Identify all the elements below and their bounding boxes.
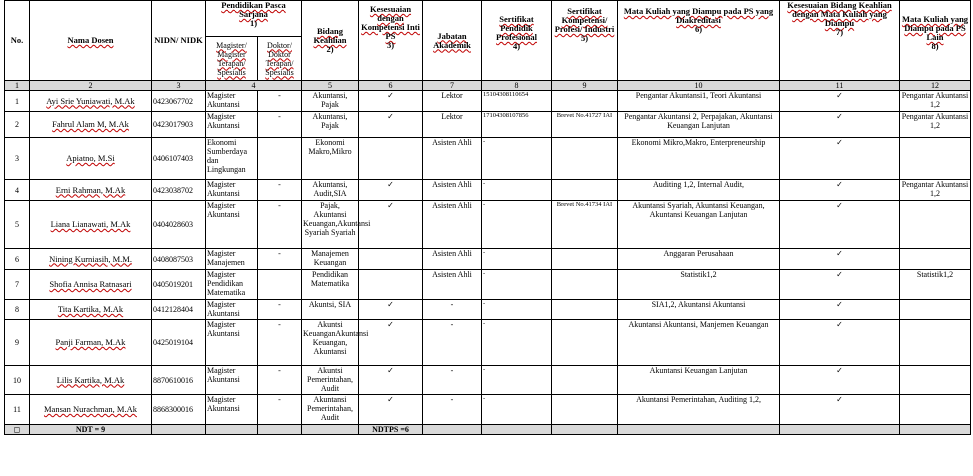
cell-kesesuaian xyxy=(359,270,423,300)
footer-empty xyxy=(258,425,302,435)
cell-nidn: 0408087503 xyxy=(152,249,206,270)
cell-kesesuaian xyxy=(359,249,423,270)
column-number: 5 xyxy=(302,81,359,91)
cell-mk-ps-lain xyxy=(900,138,971,180)
cell-jabatan: Asisten Ahli xyxy=(423,249,482,270)
cell-mk-ps-lain: Pengantar Akuntansi 1,2 xyxy=(900,91,971,112)
column-number: 3 xyxy=(152,81,206,91)
cell-doktor: - xyxy=(258,112,302,138)
cell-kesesuaian: ✓ xyxy=(359,320,423,366)
cell-kesesuaian-mk: ✓ xyxy=(780,395,900,425)
cell-mk-ps-lain xyxy=(900,300,971,320)
column-number: 7 xyxy=(423,81,482,91)
cell-sertifikat-pendidik: 15104308110654 xyxy=(482,91,552,112)
cell-kesesuaian-mk: ✓ xyxy=(780,201,900,249)
column-number-row xyxy=(5,81,971,91)
column-number: 10 xyxy=(618,81,780,91)
cell-no: 7 xyxy=(5,270,30,300)
header-sertifikat-kompetensi: Sertifikat Kompetensi/ Profesi/ Industri 5) xyxy=(552,1,618,81)
footer-empty xyxy=(900,425,971,435)
cell-doktor: - xyxy=(258,300,302,320)
cell-mk-ps-lain xyxy=(900,395,971,425)
column-number: 8 xyxy=(482,81,552,91)
cell-nidn: 0406107403 xyxy=(152,138,206,180)
column-number: 9 xyxy=(552,81,618,91)
cell-bidang-keahlian: Pendidikan Matematika xyxy=(302,270,359,300)
footer-marker: ◻ xyxy=(5,425,30,435)
footer-ndtps: NDTPS =6 xyxy=(359,425,423,435)
cell-kesesuaian: ✓ xyxy=(359,91,423,112)
footer-ndt: NDT = 9 xyxy=(30,425,152,435)
cell-doktor: - xyxy=(258,366,302,395)
footer-empty xyxy=(780,425,900,435)
cell-doktor: - xyxy=(258,395,302,425)
cell-kesesuaian xyxy=(359,138,423,180)
cell-mk-diakreditasi: Ekonomi Mikro,Makro, Enterpreneurship xyxy=(618,138,780,180)
cell-sertifikat-pendidik: - xyxy=(482,138,552,180)
cell-no: 6 xyxy=(5,249,30,270)
cell-jabatan: - xyxy=(423,320,482,366)
header-mk-diakreditasi: Mata Kuliah yang Diampu pada PS yang Diakreditasi 6) xyxy=(618,1,780,81)
cell-jabatan: Lektor xyxy=(423,112,482,138)
cell-nama-dosen: Liana Lianawati, M.Ak xyxy=(30,201,152,249)
cell-magister: Magister Manajemen xyxy=(206,249,258,270)
cell-mk-diakreditasi: Statistik1,2 xyxy=(618,270,780,300)
cell-kesesuaian-mk: ✓ xyxy=(780,366,900,395)
cell-mk-diakreditasi: Akuntansi Syariah, Akuntansi Keuangan, Akuntansi Keuangan Lanjutan xyxy=(618,201,780,249)
cell-kesesuaian-mk: ✓ xyxy=(780,112,900,138)
cell-doktor: - xyxy=(258,91,302,112)
cell-sertifikat-kompetensi xyxy=(552,320,618,366)
cell-sertifikat-kompetensi xyxy=(552,270,618,300)
cell-sertifikat-kompetensi xyxy=(552,138,618,180)
cell-bidang-keahlian: Akuntsi Pemerintahan, Audit xyxy=(302,366,359,395)
cell-kesesuaian-mk: ✓ xyxy=(780,249,900,270)
cell-jabatan: Lektor xyxy=(423,91,482,112)
cell-jabatan: - xyxy=(423,395,482,425)
cell-bidang-keahlian: Akuntsi KeuanganAkuntansi Keuangan, Akuntansi xyxy=(302,320,359,366)
cell-kesesuaian: ✓ xyxy=(359,366,423,395)
cell-bidang-keahlian: Manajemen Keuangan xyxy=(302,249,359,270)
cell-kesesuaian-mk: ✓ xyxy=(780,138,900,180)
cell-mk-diakreditasi: Auditing 1,2, Internal Audit, xyxy=(618,180,780,201)
cell-jabatan: Asisten Ahli xyxy=(423,138,482,180)
header-bidang-keahlian: Bidang Keahlian 2) xyxy=(302,1,359,81)
footer-empty xyxy=(206,425,258,435)
cell-jabatan: - xyxy=(423,300,482,320)
column-number: 6 xyxy=(359,81,423,91)
cell-kesesuaian: ✓ xyxy=(359,395,423,425)
cell-kesesuaian: ✓ xyxy=(359,201,423,249)
cell-nama-dosen: Mansan Nurachman, M.Ak xyxy=(30,395,152,425)
cell-bidang-keahlian: Akuntansi, Pajak xyxy=(302,112,359,138)
cell-mk-diakreditasi: Akuntansi Pemerintahan, Auditing 1,2, xyxy=(618,395,780,425)
cell-mk-ps-lain xyxy=(900,366,971,395)
cell-no: 5 xyxy=(5,201,30,249)
header-magister: Magister/ Magister Terapan/ Spesialis xyxy=(206,37,258,81)
cell-kesesuaian: ✓ xyxy=(359,112,423,138)
cell-nama-dosen: Tita Kartika, M.Ak xyxy=(30,300,152,320)
cell-mk-ps-lain: Pengantar Akuntansi 1,2 xyxy=(900,180,971,201)
cell-kesesuaian: ✓ xyxy=(359,180,423,201)
cell-kesesuaian-mk: ✓ xyxy=(780,180,900,201)
cell-nama-dosen: Apiatno, M.Si xyxy=(30,138,152,180)
cell-nama-dosen: Lilis Kartika, M.Ak xyxy=(30,366,152,395)
header-kesesuaian-mk: Kesesuaian Bidang Keahlian dengan Mata Kuliah yang Diampu 7) xyxy=(780,1,900,81)
cell-sertifikat-pendidik: 17104308107856 xyxy=(482,112,552,138)
cell-nama-dosen: Fahrul Alam M, M.Ak xyxy=(30,112,152,138)
cell-mk-diakreditasi: Pengantar Akuntansi1, Teori Akuntansi xyxy=(618,91,780,112)
cell-bidang-keahlian: Akuntansi Pemerintahan, Audit xyxy=(302,395,359,425)
cell-nama-dosen: Nining Kurniasih, M.M. xyxy=(30,249,152,270)
cell-magister: Magister Akuntansi xyxy=(206,320,258,366)
cell-magister: Magister Akuntansi xyxy=(206,91,258,112)
header-nidn: NIDN/ NIDK xyxy=(152,1,206,81)
cell-doktor: - xyxy=(258,180,302,201)
cell-mk-ps-lain xyxy=(900,201,971,249)
cell-sertifikat-pendidik: - xyxy=(482,201,552,249)
cell-nidn: 0404028603 xyxy=(152,201,206,249)
cell-nama-dosen: Panji Farman, M.Ak xyxy=(30,320,152,366)
header-row-top xyxy=(5,1,971,37)
cell-doktor: - xyxy=(258,201,302,249)
footer-row xyxy=(5,425,971,435)
header-nama-dosen: Nama Dosen xyxy=(30,1,152,81)
cell-no: 2 xyxy=(5,112,30,138)
cell-kesesuaian-mk: ✓ xyxy=(780,270,900,300)
cell-nidn: 0412128404 xyxy=(152,300,206,320)
table-row xyxy=(5,180,971,201)
cell-sertifikat-kompetensi xyxy=(552,91,618,112)
cell-nama-dosen: Ayi Srie Yuniawati, M.Ak xyxy=(30,91,152,112)
cell-bidang-keahlian: Akuntansi, Pajak xyxy=(302,91,359,112)
cell-mk-diakreditasi: Akuntansi Keuangan Lanjutan xyxy=(618,366,780,395)
cell-doktor: - xyxy=(258,320,302,366)
cell-jabatan: Asisten Ahli xyxy=(423,180,482,201)
cell-no: 11 xyxy=(5,395,30,425)
table-row xyxy=(5,300,971,320)
cell-sertifikat-pendidik: - xyxy=(482,249,552,270)
cell-no: 9 xyxy=(5,320,30,366)
cell-no: 10 xyxy=(5,366,30,395)
table-row xyxy=(5,366,971,395)
cell-magister: Magister Pendidikan Matematika xyxy=(206,270,258,300)
column-number: 12 xyxy=(900,81,971,91)
cell-magister: Magister Akuntansi xyxy=(206,180,258,201)
cell-sertifikat-pendidik: - xyxy=(482,270,552,300)
footer-empty xyxy=(618,425,780,435)
cell-nama-dosen: Shofia Annisa Ratnasari xyxy=(30,270,152,300)
table-row xyxy=(5,320,971,366)
table-row xyxy=(5,138,971,180)
cell-magister: Magister Akuntansi xyxy=(206,112,258,138)
cell-no: 4 xyxy=(5,180,30,201)
cell-magister: Magister Akuntansi xyxy=(206,395,258,425)
cell-sertifikat-kompetensi xyxy=(552,249,618,270)
cell-mk-ps-lain xyxy=(900,249,971,270)
header-doktor: Doktor/ Doktor Terapan/ Spesialis xyxy=(258,37,302,81)
cell-nidn: 0423067702 xyxy=(152,91,206,112)
cell-no: 1 xyxy=(5,91,30,112)
cell-nidn: 0423038702 xyxy=(152,180,206,201)
cell-bidang-keahlian: Pajak, Akuntansi Keuangan,Akuntansi Syariah Syariah xyxy=(302,201,359,249)
table-row xyxy=(5,201,971,249)
cell-doktor xyxy=(258,270,302,300)
column-number: 2 xyxy=(30,81,152,91)
cell-sertifikat-kompetensi xyxy=(552,395,618,425)
cell-mk-diakreditasi: Akuntansi Akuntansi, Manjemen Keuangan xyxy=(618,320,780,366)
table-row xyxy=(5,91,971,112)
cell-kesesuaian-mk: ✓ xyxy=(780,320,900,366)
header-pendidikan: Pendidikan Pasca Sarjana 1) xyxy=(206,1,302,37)
cell-kesesuaian: ✓ xyxy=(359,300,423,320)
cell-mk-diakreditasi: SIA1,2, Akuntansi Akuntansi xyxy=(618,300,780,320)
header-mk-ps-lain: Mata Kuliah yang Diampu pada PS Lain 8) xyxy=(900,1,971,81)
cell-sertifikat-kompetensi xyxy=(552,366,618,395)
cell-sertifikat-pendidik: - xyxy=(482,300,552,320)
cell-mk-ps-lain: Statistik1,2 xyxy=(900,270,971,300)
cell-no: 8 xyxy=(5,300,30,320)
cell-sertifikat-pendidik: - xyxy=(482,320,552,366)
cell-bidang-keahlian: Akuntsi, SIA xyxy=(302,300,359,320)
footer-empty xyxy=(423,425,482,435)
footer-empty xyxy=(482,425,552,435)
header-no: No. xyxy=(5,1,30,81)
table-row xyxy=(5,395,971,425)
cell-sertifikat-pendidik: - xyxy=(482,180,552,201)
header-jabatan-akademik: Jabatan Akademik xyxy=(423,1,482,81)
cell-mk-diakreditasi: Anggaran Perusahaan xyxy=(618,249,780,270)
table-row xyxy=(5,270,971,300)
header-kesesuaian-kompetensi: Kesesuaian dengan Kompetensi Inti PS 3) xyxy=(359,1,423,81)
cell-magister: Ekonomi Sumberdaya dan Lingkungan xyxy=(206,138,258,180)
cell-nidn: 8868300016 xyxy=(152,395,206,425)
lecturer-table-container xyxy=(4,0,970,435)
table-row xyxy=(5,249,971,270)
cell-sertifikat-kompetensi xyxy=(552,300,618,320)
column-number: 4 xyxy=(206,81,302,91)
cell-jabatan: - xyxy=(423,366,482,395)
cell-kesesuaian-mk: ✓ xyxy=(780,91,900,112)
cell-jabatan: Asisten Ahli xyxy=(423,270,482,300)
cell-sertifikat-kompetensi: Brevet No.41727 IAI xyxy=(552,112,618,138)
cell-mk-ps-lain: Pengantar Akuntansi 1,2 xyxy=(900,112,971,138)
cell-sertifikat-pendidik: - xyxy=(482,395,552,425)
cell-doktor: - xyxy=(258,249,302,270)
footer-empty xyxy=(302,425,359,435)
cell-jabatan: Asisten Ahli xyxy=(423,201,482,249)
cell-mk-diakreditasi: Pengantar Akuntansi 2, Perpajakan, Akuntansi Keuangan Lanjutan xyxy=(618,112,780,138)
cell-doktor xyxy=(258,138,302,180)
cell-sertifikat-pendidik: - xyxy=(482,366,552,395)
header-sertifikat-pendidik: Sertifikat Pendidik Profesional 4) xyxy=(482,1,552,81)
footer-empty xyxy=(152,425,206,435)
lecturer-table xyxy=(4,0,971,435)
cell-no: 3 xyxy=(5,138,30,180)
table-row xyxy=(5,112,971,138)
cell-nama-dosen: Erni Rahman, M.Ak xyxy=(30,180,152,201)
cell-magister: Magister Akuntansi xyxy=(206,300,258,320)
cell-magister: Magister Akuntansi xyxy=(206,366,258,395)
cell-nidn: 0405019201 xyxy=(152,270,206,300)
column-number: 1 xyxy=(5,81,30,91)
cell-sertifikat-kompetensi: Brevet No.41734 IAI xyxy=(552,201,618,249)
cell-nidn: 0425019104 xyxy=(152,320,206,366)
column-number: 11 xyxy=(780,81,900,91)
cell-nidn: 0423017903 xyxy=(152,112,206,138)
cell-bidang-keahlian: Ekonomi Makro,Mikro xyxy=(302,138,359,180)
cell-kesesuaian-mk: ✓ xyxy=(780,300,900,320)
cell-sertifikat-kompetensi xyxy=(552,180,618,201)
cell-magister: Magister Akuntansi xyxy=(206,201,258,249)
cell-nidn: 8870610016 xyxy=(152,366,206,395)
cell-bidang-keahlian: Akuntansi, Audit,SIA xyxy=(302,180,359,201)
footer-empty xyxy=(552,425,618,435)
cell-mk-ps-lain xyxy=(900,320,971,366)
